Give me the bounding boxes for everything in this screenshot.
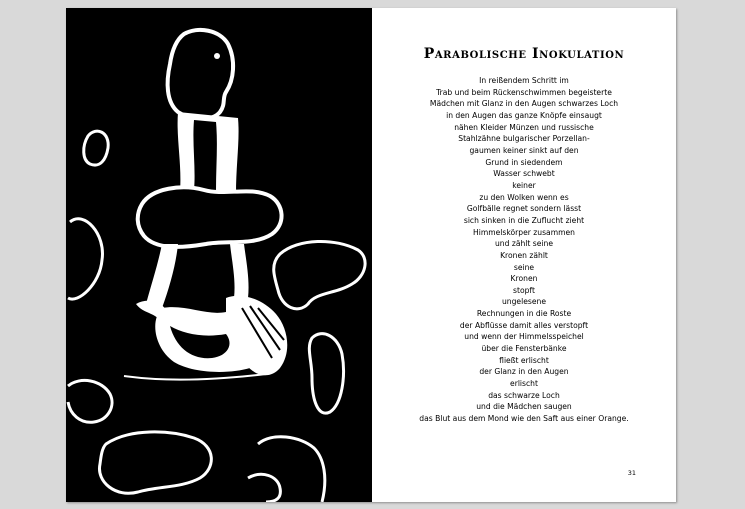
poem-line: Trab und beim Rückenschwimmen begeisterte — [436, 87, 612, 97]
poem-line: Kronen zählt — [500, 250, 548, 260]
figure-eye — [214, 53, 220, 59]
poem-line: gaumen keiner sinkt auf den — [469, 145, 579, 155]
poem-line: erlischt — [510, 379, 538, 389]
poem-line: in den Augen das ganze Knöpfe einsaugt — [446, 110, 602, 120]
poem-line: über die Fensterbänke — [481, 344, 567, 354]
poem-title: Parabolische Inokulation — [423, 46, 625, 62]
figure-arm-ring — [138, 187, 282, 247]
poem-line: Mädchen mit Glanz in den Augen schwarzes Loch — [429, 99, 619, 109]
page-number: 31 — [627, 469, 636, 477]
figure-head — [168, 30, 233, 119]
poem-line: stopft — [513, 285, 535, 295]
poem-line: sich sinken in die Zuflucht zieht — [463, 215, 585, 225]
poem-line: nähen Kleider Münzen und russische — [454, 122, 594, 132]
figure-torso-shadow — [193, 120, 216, 190]
poem-body — [372, 75, 676, 425]
poem-line: zu den Wolken wenn es — [479, 192, 569, 202]
poem-line: Golfbälle regnet sondern lässt — [466, 204, 582, 214]
woodcut-illustration-page — [66, 8, 372, 502]
poem-line: das schwarze Loch — [488, 390, 560, 400]
poem-line: ungelesene — [501, 297, 546, 307]
poem-line: das Blut aus dem Mond wie den Saft aus einer Orange. — [419, 414, 629, 424]
poem-line: der Abflüsse damit alles verstopft — [459, 320, 589, 330]
poem-line: der Glanz in den Augen — [479, 367, 569, 377]
text-page — [372, 8, 676, 502]
poem-line: Grund in siedendem — [485, 157, 563, 167]
poem-line: und zählt seine — [494, 239, 554, 249]
poem-line: Rechnungen in die Roste — [476, 309, 572, 319]
book-spread — [66, 8, 676, 502]
poem-line: Himmelskörper zusammen — [473, 227, 575, 237]
woodcut-illustration — [66, 8, 372, 502]
poem-line: Wasser schwebt — [493, 169, 555, 179]
poem-line: Stahlzähne bulgarischer Porzellan- — [458, 134, 590, 144]
poem-line: In reißendem Schritt im — [479, 76, 569, 85]
poem-line: seine — [513, 262, 535, 272]
poem-line: und die Mädchen saugen — [476, 402, 572, 412]
poem-line: keiner — [512, 180, 536, 190]
poem-line: Kronen — [510, 274, 538, 284]
poem-line: und wenn der Himmelsspeichel — [464, 332, 584, 342]
poem-line: fließt erlischt — [499, 355, 549, 365]
